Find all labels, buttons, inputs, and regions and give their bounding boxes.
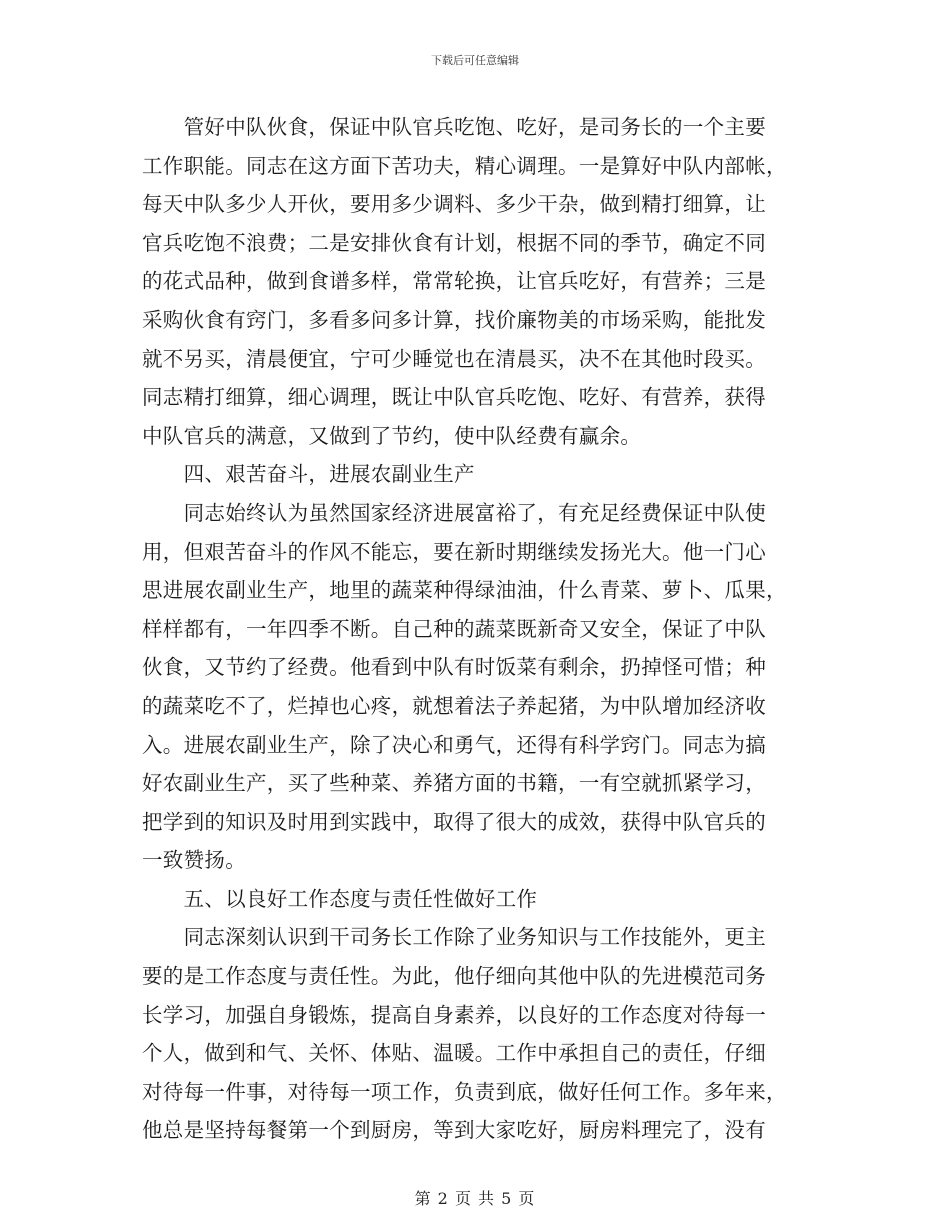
- text-line: 个人，做到和气、关怀、体贴、温暖。工作中承担自己的责任，仔细: [142, 1041, 766, 1066]
- text-line: 入。进展农副业生产，除了决心和勇气，还得有科学窍门。同志为搞: [142, 732, 766, 757]
- text-line: 中队官兵的满意，又做到了节约，使中队经费有赢余。: [142, 423, 642, 448]
- text-line: 同志精打细算，细心调理，既让中队官兵吃饱、吃好、有营养，获得: [142, 385, 766, 410]
- page-footer: 第 2 页 共 5 页: [414, 1189, 536, 1208]
- text-line: 工作职能。同志在这方面下苦功夫，精心调理。一是算好中队内部帐，: [142, 153, 787, 178]
- text-line: 采购伙食有窍门，多看多问多计算，找价廉物美的市场采购，能批发: [142, 307, 766, 332]
- text-line: 把学到的知识及时用到实践中，取得了很大的成效，获得中队官兵的: [142, 809, 766, 834]
- text-line: 每天中队多少人开伙，要用多少调料、多少干杂，做到精打细算，让: [142, 192, 766, 217]
- text-line: 长学习，加强自身锻炼，提高自身素养，以良好的工作态度对待每一: [142, 1002, 766, 1027]
- text-line: 伙食，又节约了经费。他看到中队有时饭菜有剩余，扔掉怪可惜；种: [142, 655, 766, 680]
- page-header: 下载后可任意编辑: [431, 54, 519, 67]
- text-line: 样样都有，一年四季不断。自己种的蔬菜既新奇又安全，保证了中队: [142, 616, 766, 641]
- document-body: [142, 108, 802, 1150]
- text-line: 的花式品种，做到食谱多样，常常轮换，让官兵吃好，有营养；三是: [142, 269, 766, 294]
- text-line: 对待每一件事，对待每一项工作，负责到底，做好任何工作。多年来，: [142, 1079, 787, 1104]
- text-line: 官兵吃饱不浪费；二是安排伙食有计划，根据不同的季节，确定不同: [142, 230, 766, 255]
- text-line: 的蔬菜吃不了，烂掉也心疼，就想着法子养起猪，为中队增加经济收: [142, 693, 766, 718]
- text-line: 思进展农副业生产，地里的蔬菜种得绿油油，什么青菜、萝卜、瓜果，: [142, 578, 787, 603]
- text-line: 用，但艰苦奋斗的作风不能忘，要在新时期继续发扬光大。他一门心: [142, 539, 766, 564]
- text-line: 同志始终认为虽然国家经济进展富裕了，有充足经费保证中队使: [142, 500, 766, 525]
- text-line: 要的是工作态度与责任性。为此，他仔细向其他中队的先进模范司务: [142, 964, 766, 989]
- section-heading: 四、艰苦奋斗，进展农副业生产: [142, 462, 475, 487]
- text-line: 同志深刻认识到干司务长工作除了业务知识与工作技能外，更主: [142, 925, 766, 950]
- text-line: 一致赞扬。: [142, 848, 246, 873]
- text-line: 他总是坚持每餐第一个到厨房，等到大家吃好，厨房料理完了，没有: [142, 1118, 766, 1143]
- text-line: 好农副业生产，买了些种菜、养猪方面的书籍，一有空就抓紧学习，: [142, 771, 766, 796]
- text-line: 管好中队伙食，保证中队官兵吃饱、吃好，是司务长的一个主要: [142, 115, 766, 139]
- text-line: 就不另买，清晨便宜，宁可少睡觉也在清晨买，决不在其他时段买。: [142, 346, 766, 371]
- section-heading: 五、以良好工作态度与责任性做好工作: [142, 886, 538, 911]
